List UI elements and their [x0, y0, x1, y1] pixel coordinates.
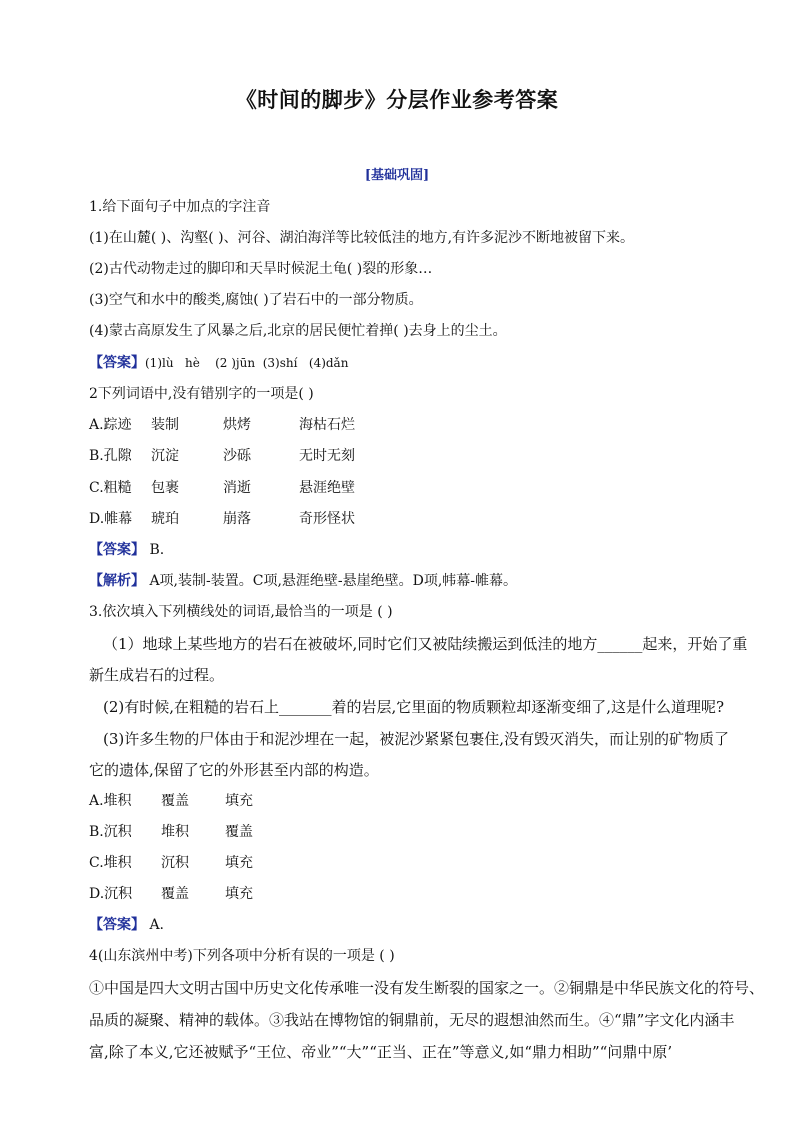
option-word: 填充 [225, 793, 253, 809]
q3-sentence-2: (2)有时候,在粗糙的岩石上_______着的岩层,它里面的物质颗粒却逐渐变细了,这是什么道理呢? [103, 698, 725, 716]
q2-option-a [89, 415, 355, 435]
option-word: 消逝 [223, 480, 251, 496]
q3-option-b [89, 822, 253, 842]
option-word: 海枯石烂 [299, 417, 355, 433]
answer-text: A. [145, 917, 165, 933]
option-word: 包裹 [151, 480, 179, 496]
option-word: 琥珀 [151, 511, 179, 527]
option-word: 沙砾 [223, 448, 251, 464]
option-word: C.堆积 [89, 855, 132, 871]
option-word: B.孔隙 [89, 448, 132, 464]
q4-passage-line-2: 品质的凝聚、精神的载体。③我站在博物馆的铜鼎前，无尽的遐想油然而生。④“鼎”字文化内涵丰 [89, 1011, 735, 1029]
option-word: 覆盖 [161, 793, 189, 809]
q4-passage-line-1: ①中国是四大文明古国中历史文化传承唯一没有发生断裂的国家之一。②铜鼎是中华民族文化的符号、 [89, 979, 765, 997]
option-word: B.沉积 [89, 824, 132, 840]
q3-sentence-1-cont: 新生成岩石的过程。 [89, 666, 225, 684]
option-word: 奇形怪状 [299, 511, 355, 527]
q3-stem: 3.依次填入下列横线处的词语,最恰当的一项是 ( ) [89, 604, 393, 620]
q3-option-a [89, 791, 253, 811]
option-word: 崩落 [223, 511, 251, 527]
q3-sentence-3: (3)许多生物的尸体由于和泥沙埋在一起，被泥沙紧紧包裹住,没有毁灭消失，而让别的矿物质了 [103, 730, 730, 748]
option-word: A.踪迹 [89, 417, 132, 433]
q2-analysis [89, 571, 517, 591]
option-word: 覆盖 [161, 886, 189, 902]
q2-answer [89, 540, 164, 560]
q1-stem: 1.给下面句子中加点的字注音 [89, 199, 271, 215]
option-word: D.沉积 [89, 886, 133, 902]
answer-text: B. [145, 542, 165, 558]
q1-item-3: (3)空气和水中的酸类,腐蚀( )了岩石中的一部分物质。 [89, 292, 423, 308]
q1-item-4: (4)蒙古高原发生了风暴之后,北京的居民便忙着掸( )去身上的尘土。 [89, 323, 507, 339]
option-word: 沉淀 [151, 448, 179, 464]
option-word: 堆积 [161, 824, 189, 840]
q1-item-1: (1)在山麓( )、沟壑( )、河谷、湖泊海洋等比较低洼的地方,有许多泥沙不断地被留下来。 [89, 230, 635, 246]
q3-answer [89, 915, 164, 935]
option-word: 填充 [225, 855, 253, 871]
q3-option-c [89, 853, 253, 873]
option-word: 装制 [151, 417, 179, 433]
option-word: 悬涯绝壁 [299, 480, 355, 496]
option-word: C.粗糙 [89, 480, 132, 496]
q3-sentence-3-cont: 它的遗体,保留了它的外形甚至内部的构造。 [89, 761, 379, 779]
page-title: 《时间的脚步》分层作业参考答案 [235, 87, 559, 112]
option-word: 无时无刻 [299, 448, 355, 464]
option-word: 覆盖 [225, 824, 253, 840]
option-word: 烘烤 [223, 417, 251, 433]
q2-option-d [89, 509, 355, 529]
answer-text: (1)lù hè (2 )jūn (3)shí (4)dǎn [145, 356, 349, 370]
q1-answer [89, 353, 348, 373]
q2-option-c [89, 478, 355, 498]
q3-option-d [89, 884, 253, 904]
q1-item-2: (2)古代动物走过的脚印和天旱时候泥土龟( )裂的形象… [89, 261, 433, 277]
option-word: 填充 [225, 886, 253, 902]
q3-sentence-1: （1）地球上某些地方的岩石在被破坏,同时它们又被陆续搬运到低洼的地方______起来，开始了重 [103, 635, 748, 653]
option-word: D.帷幕 [89, 511, 133, 527]
q2-stem: 2下列词语中,没有错别字的一项是( ) [89, 386, 314, 402]
q4-passage-line-3: 富,除了本义,它还被赋予“王位、帝业”“大”“正当、正在”等意义,如“鼎力相助”“问鼎中原’ [89, 1043, 673, 1061]
analysis-label: 【解析】 [89, 573, 145, 589]
section-heading: [基础巩固] [364, 168, 430, 183]
q4-stem: 4(山东滨州中考)下列各项中分析有误的一项是 ( ) [89, 948, 395, 964]
q2-option-b [89, 446, 355, 466]
analysis-text: A项,装制-装置。C项,悬涯绝壁-悬崖绝壁。D项,帏幕-帷幕。 [145, 573, 518, 589]
answer-label: 【答案】 [89, 355, 145, 371]
option-word: A.堆积 [89, 793, 132, 809]
answer-label: 【答案】 [89, 542, 145, 558]
option-word: 沉积 [161, 855, 189, 871]
answer-label: 【答案】 [89, 917, 145, 933]
